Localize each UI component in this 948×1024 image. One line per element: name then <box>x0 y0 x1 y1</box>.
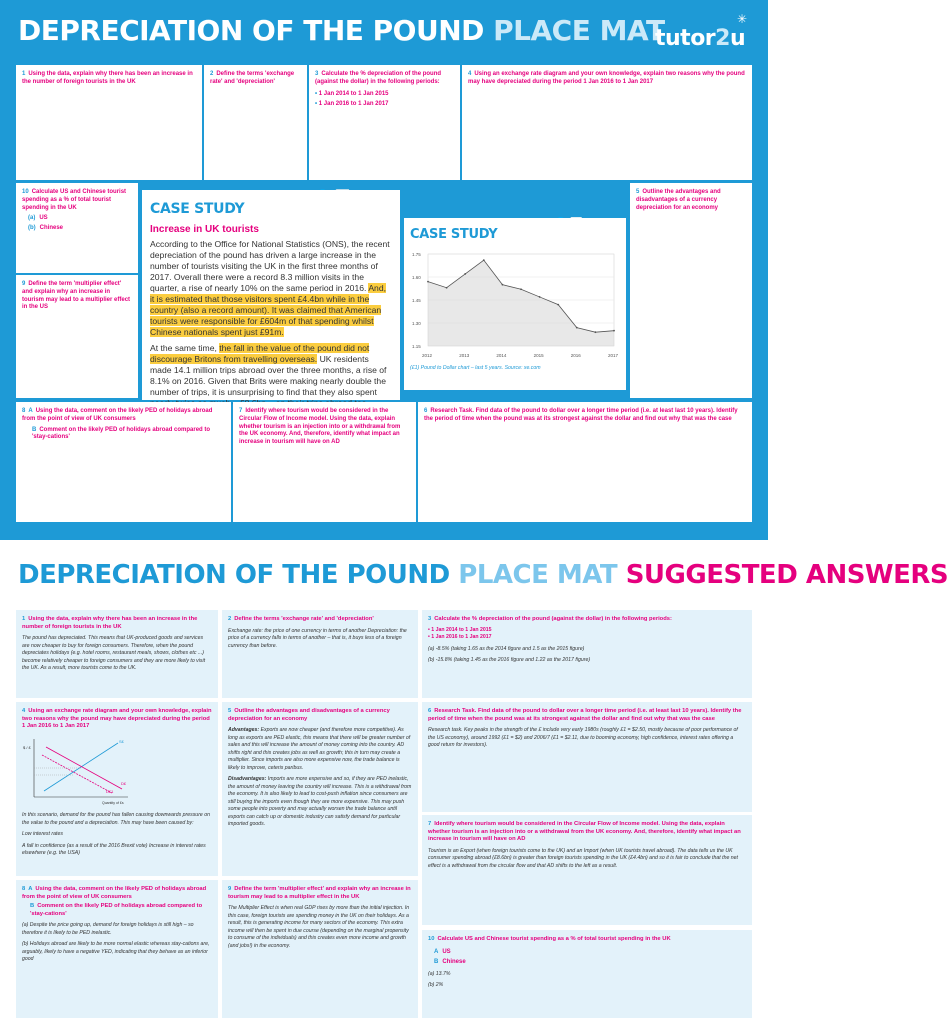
diagram-x-label: Quantity of £s <box>102 800 124 805</box>
y-tick-label: 1.30 <box>412 320 421 326</box>
period-item: • 1 Jan 2016 to 1 Jan 2017 <box>315 101 454 109</box>
y-tick-label: 1.45 <box>412 297 421 303</box>
x-tick-label: 2012 <box>422 352 433 358</box>
case-study-paragraph-1: According to the Office for National Statistics (ONS), the recent depreciation of the pound has driven a large increase in the number of tourists visiting the UK in the first three months of 2017. Overall there were a record 8.3 million visits in the quarter, a rise of nearly 10% on the same period in 2016. And, it is estimated that those visitors spent £4.4bn while in the country (also a record amount). It was claimed that American tourists were responsible for £604m of that spending whilst Chinese nationals spent just £91m. <box>150 239 390 338</box>
data-point <box>595 331 597 333</box>
answers-title: DEPRECIATION OF THE POUND PLACE MAT SUGGESTED ANSWERS <box>18 560 948 590</box>
data-point <box>520 288 522 290</box>
place-mat-panel <box>0 0 768 540</box>
title-main: DEPRECIATION OF THE POUND <box>18 14 484 47</box>
diagram-supply-label: S£ <box>119 738 124 744</box>
answer-3: 3 Calculate the % depreciation of the pound (against the dollar) in the following periods: • 1 Jan 2014 to 1 Jan 2015 • 1 Jan 2016 to 1 Jan 2017 (a) -8.5% (taking 1.65 as the 2014 figure and 1.5 as the 2015 figure) (b) -15.8% (taking 1.45 as the 2016 figure and 1.22 as the 2017 figure) <box>422 610 752 698</box>
title-accent: PLACE MAT <box>493 14 665 47</box>
case-study-paragraph-2: At the same time, the fall in the value of the pound did not discourage Britons from travelling overseas. UK residents made 14.1 million trips abroad over the three months, a rise of 8.1% on 2016. Given that Brits were making nearly double the number of trips, it is unsurprising to find that they also spent <box>150 343 387 398</box>
diagram-demand-shifted-label: D£1 <box>106 788 114 794</box>
exchange-rate-diagram <box>22 735 132 805</box>
answer-10: 10 Calculate US and Chinese tourist spending as a % of total tourist spending in the UK A US B Chinese (a) 13.7% (b) 2% <box>422 930 752 1018</box>
question-5-box[interactable]: 5 Outline the advantages and disadvantages of a currency depreciation for an economy <box>630 183 752 398</box>
question-4-box[interactable]: 4 Using an exchange rate diagram and your own knowledge, explain two reasons why the pound may have depreciated during the period 1 Jan 2016 to 1 Jan 2017 <box>462 65 752 180</box>
case-study-chart-label: CASE STUDY <box>410 227 498 242</box>
answer-2: 2 Define the terms 'exchange rate' and 'depreciation' Exchange rate: the price of one currency in terms of another Depreciation: the price of a currency falls in terms of another – that is, it buys less of a foreign currency than before. <box>222 610 418 698</box>
diagram-demand-label: D£ <box>121 780 127 786</box>
answer-6: 6 Research Task. Find data of the pound to dollar over a longer time period (i.e. at least last 10 years). Identify the period of time when the pound was at its strongest against the dollar and find out why that was the case Research task. Key peaks in the strength of the £ include very early 1980s (roughly £1 = $2.50, mostly because of poor performance of the US economy), around 1992 (£1 = $2) and 2006/7 (£1 = $2.11, due to booming economy, high confidence, interest rates offering a good return for investors). <box>422 702 752 812</box>
question-9-box[interactable]: 9 Define the term 'multiplier effect' and explain why an increase in tourism may lead to a multiplier effect in the US <box>16 275 138 398</box>
period-item: • 1 Jan 2014 to 1 Jan 2015 <box>428 626 492 633</box>
gbp-usd-chart <box>410 248 620 360</box>
diagram-y-label: $ / £ <box>23 744 31 750</box>
x-tick-label: 2014 <box>496 352 507 358</box>
data-point <box>446 286 448 288</box>
x-tick-label: 2015 <box>533 352 544 358</box>
data-point <box>539 296 541 298</box>
question-8-box[interactable]: 8 A Using the data, comment on the likely PED of holidays abroad from the point of view of UK consumers B Comment on the likely PED of holidays abroad compared to 'stay-cations' <box>16 402 231 522</box>
answer-7: 7 Identify where tourism would be considered in the Circular Flow of Income model. Using the data, explain whether tourism is an injection into or a withdrawal from the UK economy. And, therefore, identify what impact an increase in tourism will have on AD Tourism is an Export (when foreign tourists come to the UK) and an Import (when UK tourists travel abroad). The data tells us the UK consumer spending abroad (£8.6bn) is greater than foreign tourists spending in the UK (£4.4bn) and so it is fair to conclude that the net effect is a withdrawal from the circular flow and that AD shifts to the left as a result. <box>422 815 752 925</box>
data-point <box>464 273 466 275</box>
answer-4: 4 Using an exchange rate diagram and your own knowledge, explain two reasons why the pound may have depreciated during the period 1 Jan 2016 to 1 Jan 2017 $ / £ Quantity of £s S£ D£ D£1 In this scenario, demand for the pound has fallen causing downwards pressure on the value to the pound and a depreciation. This may have been caused by: Low interest rates A fall in confidence (as a result of the 2016 Brexit vote) Increase in interest rates elsewhere (e.g. the USA) <box>16 702 218 876</box>
question-10-box[interactable]: 10 Calculate US and Chinese tourist spending as a % of total tourist spending in the UK (a) US (b) Chinese <box>16 183 138 273</box>
x-tick-label: 2016 <box>570 352 581 358</box>
data-point <box>483 259 485 261</box>
question-1-box[interactable]: 1 Using the data, explain why there has been an increase in the number of foreign tourists in the UK <box>16 65 202 180</box>
data-point <box>557 303 559 305</box>
chart-caption: (£1) Pound to Dollar chart – last 5 years. Source: xe.com <box>410 364 541 371</box>
tutor2u-logo: tutor2u <box>655 26 746 51</box>
period-item: • 1 Jan 2016 to 1 Jan 2017 <box>428 634 492 641</box>
page-title <box>18 14 665 47</box>
x-tick-label: 2017 <box>608 352 619 358</box>
answer-9: 9 Define the term 'multiplier effect' and explain why an increase in tourism may lead to a multiplier effect in the UK The Multiplier Effect is when real GDP rises by more than the initial injection. In this case, foreign tourists are spending money in the UK on their holidays. As a result, this is generating income for many sectors of the economy. This extra income will then be spent in due course (depending on the marginal propensity to consume of the individuals) and this creates even more income and growth (and jobs!) in the economy. <box>222 880 418 1018</box>
answer-5: 5 Outline the advantages and disadvantages of a currency depreciation for an economy Advantages: Exports are now cheaper (and therefore more competitive). As long as exports are PED elastic, this means that there will be greater number of sales and this will increase the amount of money coming into the country. AD shifts right and this creates jobs as well as growth; this in turn may create a multiplier. Since imports are also more expensive now, the trade balance is likely to improve, ceteris paribus. Disadvantages: Imports are more expensive and so, if they are PED inelastic, the amount of money leaving the country will increase. This is a withdrawal from the economy. It is also likely to lead to cost-push inflation since consumers are still buying the imports even though they are more expensive. This may push some people into poverty and may actually worsen the trade balance until exports can catch up or domestic industry can satisfy demand for particular imported goods. <box>222 702 418 876</box>
data-point <box>502 283 504 285</box>
y-tick-label: 1.75 <box>412 251 421 257</box>
x-tick-label: 2013 <box>459 352 470 358</box>
case-study-heading: Increase in UK tourists <box>150 223 259 235</box>
case-study-chart-box <box>404 218 626 390</box>
data-point <box>427 280 429 282</box>
period-item: • 1 Jan 2014 to 1 Jan 2015 <box>315 91 454 99</box>
data-point <box>613 329 615 331</box>
case-study-label: CASE STUDY <box>150 201 245 217</box>
case-study-article <box>142 190 400 400</box>
question-7-box[interactable]: 7 Identify where tourism would be considered in the Circular Flow of Income model. Using the data, explain whether tourism is an injection into or a withdrawal from the UK economy. And, therefore, identify what impact an increase in tourism will have on AD <box>233 402 416 522</box>
answer-8: 8 A Using the data, comment on the likely PED of holidays abroad from the point of view of UK consumers B Comment on the likely PED of holidays abroad compared to 'stay-cations' (a) Despite the price going up, demand for foreign holidays is still high – so therefore it is likely to be PED inelastic. (b) Holidays abroad are likely to be more normal elastic whereas stay-cations are, arguably, likely to have a negative YED, indicating that they behave as an inferior good <box>16 880 218 1018</box>
y-tick-label: 1.15 <box>412 343 421 349</box>
question-6-box[interactable]: 6 Research Task. Find data of the pound to dollar over a longer time period (i.e. at least last 10 years). Identify the period of time when the pound was at its strongest against the dollar and find out why that was the case <box>418 402 752 522</box>
question-2-box[interactable]: 2 Define the terms 'exchange rate' and 'depreciation' <box>204 65 307 180</box>
answer-1: 1 Using the data, explain why there has been an increase in the number of foreign tourists in the UK The pound has depreciated. This means that UK-produced goods and services are now cheaper to buy for foreign consumers. Therefore, when the pound depreciates holidays (e.g. hotel rooms, restaurant meals, shows, clothes etc ...) become relatively cheaper to foreign consumers and they are more likely to visit the UK. As a result, more tourists come to the UK. <box>16 610 218 698</box>
data-point <box>576 326 578 328</box>
question-3-box[interactable]: 3 Calculate the % depreciation of the pound (against the dollar) in the following periods: • 1 Jan 2014 to 1 Jan 2015 • 1 Jan 2016 to 1 Jan 2017 <box>309 65 460 180</box>
logo-atom-icon: ✳ <box>737 12 748 26</box>
y-tick-label: 1.60 <box>412 274 421 280</box>
